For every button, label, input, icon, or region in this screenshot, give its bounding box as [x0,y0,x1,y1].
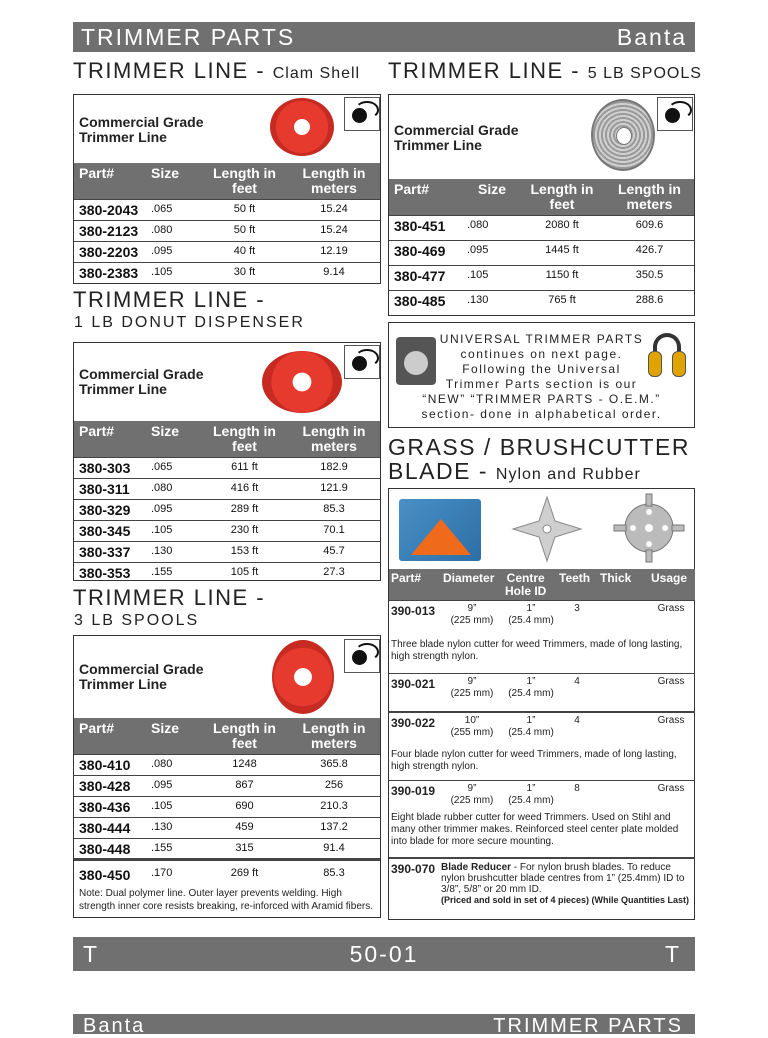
length-meters: 15.24 [288,199,380,220]
table-row [389,673,695,710]
blades-title-line2: BLADE - Nylon and Rubber [388,458,641,484]
length-meters: 609.6 [605,215,694,240]
length-feet: 289 ft [201,499,288,520]
part-number: 390-019 [391,784,436,798]
footer-left: T [83,941,100,967]
size: .130 [149,541,201,562]
page-number: 50-01 [349,941,419,967]
col-feet: Length in feet [201,163,288,199]
nylon-blade-image [399,499,481,561]
col-part: Part# [74,421,149,457]
size: .080 [465,215,519,240]
part-number: 390-022 [391,716,436,730]
table-row [389,240,694,265]
header-brand: Banta [616,24,687,50]
length-feet: 690 [201,796,288,817]
next-page-brand: Banta [83,1015,146,1037]
trimmer-line-icon [657,97,693,131]
length-meters: 70.1 [288,520,380,541]
part-number: 380-303 [74,457,149,478]
length-meters: 137.2 [288,817,380,838]
part-number: 380-345 [74,520,149,541]
col-meters: Length in meters [605,179,694,215]
col-meters: Length in meters [288,163,380,199]
universal-text: UNIVERSAL TRIMMER PARTS continues on next page. Following the Universal Trimmer Parts section is our “NEW” “TRIMMER PARTS - O.E.M.” section- done in alphabetical order. [421,332,662,421]
table-row [74,241,380,262]
length-meters: 350.5 [605,265,694,290]
col-size: Size [149,421,201,457]
length-feet: 50 ft [201,220,288,241]
size: .130 [149,817,201,838]
part-number: 390-070 [391,862,436,876]
donut-product-image [262,351,342,413]
table-row [389,265,694,290]
size: .065 [149,457,201,478]
table-row [74,520,380,541]
length-feet: 269 ft [201,859,288,885]
size: .080 [149,754,201,775]
length-meters: 210.3 [288,796,380,817]
centre-hole: 1” (25.4 mm) [508,715,554,738]
col-size: Size [149,718,201,754]
spools5-product-image [591,99,655,171]
spools5-box [388,94,695,316]
length-feet: 611 ft [201,457,288,478]
length-feet: 2080 ft [519,215,605,240]
diameter: 10” (255 mm) [450,715,494,738]
size: .155 [149,838,201,859]
description: Eight blade rubber cutter for weed Trimmers. Used on Stihl and many other trimmer makes. Reinforced steel center plate molded into blade for more secure mounting. [391,812,679,847]
blades-box [388,488,695,920]
donut-box [73,342,381,581]
next-page-section: TRIMMER PARTS [493,1015,683,1037]
length-feet: 315 [201,838,288,859]
part-number: 380-448 [74,838,149,859]
length-meters: 12.19 [288,241,380,262]
length-meters: 256 [288,775,380,796]
size: .065 [149,199,201,220]
table-row [74,859,380,885]
length-meters: 45.7 [288,541,380,562]
reducer-pricing: (Priced and sold in set of 4 pieces) (While Quantities Last) [441,895,690,905]
size: .095 [149,775,201,796]
blades-title-line1: GRASS / BRUSHCUTTER [388,434,690,460]
size: .105 [465,265,519,290]
part-number: 390-013 [391,604,436,618]
part-number: 390-021 [391,677,436,691]
table-row [74,775,380,796]
part-number: 380-451 [389,215,465,240]
col-size: Size [149,163,201,199]
teeth: 3 [574,603,580,614]
part-number: 380-329 [74,499,149,520]
spools3-label: Commercial Grade Trimmer Line [79,661,204,692]
trimmer-line-icon [344,97,380,131]
donut-label: Commercial Grade Trimmer Line [79,366,204,397]
length-meters: 27.3 [288,562,380,583]
length-feet: 459 [201,817,288,838]
eight-blade-image [613,493,685,563]
col-feet: Length in feet [201,718,288,754]
usage: Grass [657,783,685,794]
length-meters: 182.9 [288,457,380,478]
length-feet: 867 [201,775,288,796]
table-row [74,478,380,499]
centre-hole: 1” (25.4 mm) [508,783,554,806]
size: .105 [149,520,201,541]
spools3-title: TRIMMER LINE - [73,585,266,610]
description: Three blade nylon cutter for weed Trimmers, made of long lasting, high strength nylon. [391,639,683,662]
spools3-table [74,718,380,885]
donut-title: TRIMMER LINE - [73,287,266,312]
size: .080 [149,478,201,499]
trimmer-line-icon [344,639,380,673]
table-row [74,199,380,220]
col-part: Part# [74,718,149,754]
universal-notice [388,322,695,428]
part-number: 380-337 [74,541,149,562]
size: .080 [149,220,201,241]
part-number: 380-450 [74,859,149,885]
usage: Grass [657,715,685,726]
length-meters: 365.8 [288,754,380,775]
length-feet: 416 ft [201,478,288,499]
description: Four blade nylon cutter for weed Trimmers, made of long lasting, high strength nylon. [391,749,677,772]
length-meters: 85.3 [288,499,380,520]
col-thick: Thick [600,571,632,585]
col-meters: Length in meters [288,421,380,457]
diameter: 9” (225 mm) [450,676,494,699]
length-meters: 91.4 [288,838,380,859]
table-row [74,262,380,283]
size: .155 [149,562,201,583]
length-feet: 153 ft [201,541,288,562]
col-diameter: Diameter [443,571,495,585]
size: .105 [149,796,201,817]
usage: Grass [657,603,685,614]
part-number: 380-485 [389,290,465,315]
table-row [74,796,380,817]
table-row [74,817,380,838]
part-number: 380-436 [74,796,149,817]
table-row [74,838,380,859]
size: .170 [149,859,201,885]
col-feet: Length in feet [201,421,288,457]
length-feet: 1248 [201,754,288,775]
length-feet: 105 ft [201,562,288,583]
clamshell-table [74,163,380,283]
usage: Grass [657,676,685,687]
length-feet: 40 ft [201,241,288,262]
footer-right: T [664,941,681,967]
spools3-note: Note: Dual polymer line. Outer layer prevents welding. High strength inner core resists breaking, re-inforced with Aramid fibers. [79,888,374,912]
spools5-title: TRIMMER LINE - 5 LB SPOOLS [388,58,702,83]
centre-hole: 1” (25.4 mm) [508,603,554,626]
blades-table-header [389,569,695,600]
donut-table [74,421,380,583]
length-feet: 30 ft [201,262,288,283]
size: .130 [465,290,519,315]
length-meters: 15.24 [288,220,380,241]
teeth: 4 [574,715,580,726]
teeth: 8 [574,783,580,794]
size: .095 [465,240,519,265]
part-number: 380-2123 [74,220,149,241]
table-row [389,780,695,855]
length-meters: 288.6 [605,290,694,315]
diameter: 9” (225 mm) [450,603,494,626]
size: .105 [149,262,201,283]
table-row [74,220,380,241]
col-part: Part# [74,163,149,199]
part-number: 380-428 [74,775,149,796]
length-meters: 9.14 [288,262,380,283]
length-meters: 121.9 [288,478,380,499]
clamshell-product-image [270,98,334,156]
length-feet: 230 ft [201,520,288,541]
part-number: 380-2203 [74,241,149,262]
length-feet: 1445 ft [519,240,605,265]
col-size: Size [465,179,519,215]
size: .095 [149,499,201,520]
part-number: 380-477 [389,265,465,290]
teeth: 4 [574,676,580,687]
length-meters: 426.7 [605,240,694,265]
table-row [389,215,694,240]
col-centre-hole: Centre Hole ID [505,571,547,598]
trimmer-line-icon [344,345,380,379]
page-footer [73,937,695,971]
spools5-table [389,179,694,315]
size: .095 [149,241,201,262]
table-row [74,754,380,775]
col-usage: Usage [651,571,688,585]
table-row [389,290,694,315]
table-row [389,600,695,673]
length-meters: 85.3 [288,859,380,885]
table-row [74,562,380,583]
col-teeth: Teeth [559,571,591,585]
part-number: 380-2043 [74,199,149,220]
part-number: 380-2383 [74,262,149,283]
spools3-box [73,635,381,918]
table-row [389,711,695,779]
clamshell-label: Commercial Grade Trimmer Line [79,114,204,145]
clamshell-box [73,94,381,284]
part-number: 380-444 [74,817,149,838]
donut-subtitle: 1 LB DONUT DISPENSER [74,314,305,331]
table-row [389,857,695,919]
spools5-label: Commercial Grade Trimmer Line [394,122,519,153]
length-feet: 1150 ft [519,265,605,290]
col-part: Part# [389,179,465,215]
table-row [74,541,380,562]
col-meters: Length in meters [288,718,380,754]
table-row [74,457,380,478]
spools3-product-image [272,640,334,714]
part-number: 380-311 [74,478,149,499]
col-feet: Length in feet [519,179,605,215]
part-number: 380-410 [74,754,149,775]
table-row [74,499,380,520]
page-header [73,22,695,52]
header-section: TRIMMER PARTS [81,24,296,50]
diameter: 9” (225 mm) [450,783,494,806]
col-part: Part# [391,571,422,585]
part-number: 380-353 [74,562,149,583]
length-feet: 50 ft [201,199,288,220]
centre-hole: 1” (25.4 mm) [508,676,554,699]
reducer-description: Blade Reducer - For nylon brush blades. To reduce nylon brushcutter blade centres from 1” (25.4mm) ID to 3/8”, 5/8” or 20 mm ID. (Priced and sold in set of 4 pieces) (While Quantities Last) [441,862,690,905]
spools3-subtitle: 3 LB SPOOLS [74,612,200,629]
clamshell-title: TRIMMER LINE - Clam Shell [73,58,361,83]
length-feet: 765 ft [519,290,605,315]
next-page-header [73,1014,695,1037]
four-blade-image [511,495,583,563]
part-number: 380-469 [389,240,465,265]
